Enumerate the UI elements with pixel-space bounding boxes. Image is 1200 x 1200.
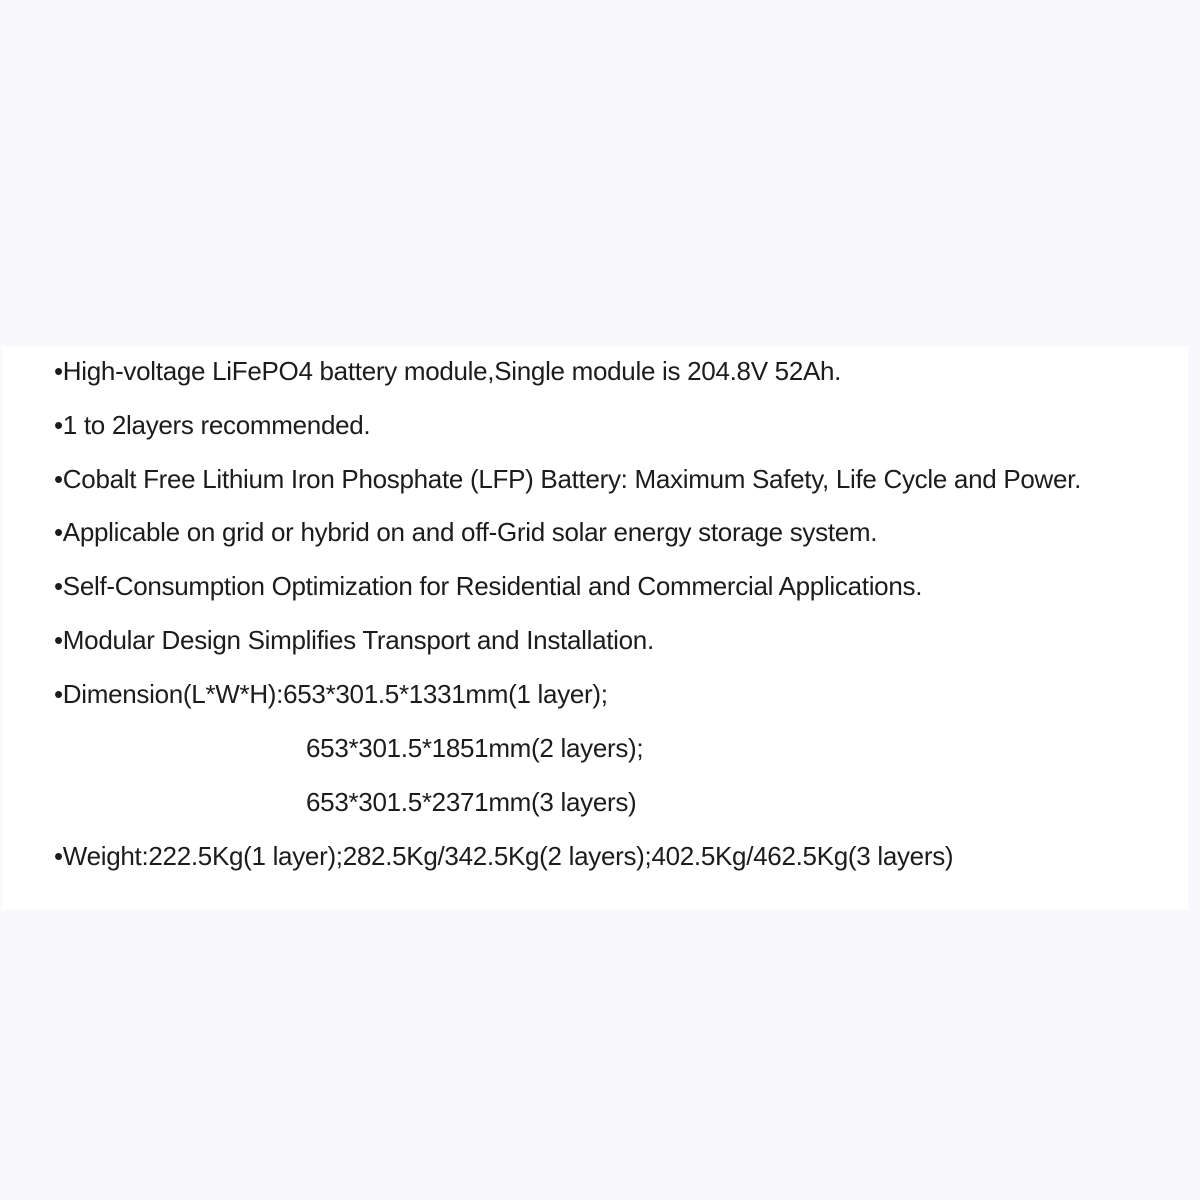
dimension-1-layer: •Dimension(L*W*H):653*301.5*1331mm(1 layer); [54,679,608,709]
feature-layers: •1 to 2layers recommended. [54,410,371,440]
feature-application: •Applicable on grid or hybrid on and off-Grid solar energy storage system. [54,517,878,547]
dimension-2-layers: 653*301.5*1851mm(2 layers); [306,733,644,763]
weight-spec: •Weight:222.5Kg(1 layer);282.5Kg/342.5Kg(2 layers);402.5Kg/462.5Kg(3 layers) [54,841,954,871]
feature-chemistry: •Cobalt Free Lithium Iron Phosphate (LFP) Battery: Maximum Safety, Life Cycle and Power. [54,464,1082,494]
feature-modular-design: •Modular Design Simplifies Transport and Installation. [54,625,654,655]
dimension-3-layers: 653*301.5*2371mm(3 layers) [306,787,637,817]
feature-voltage: •High-voltage LiFePO4 battery module,Single module is 204.8V 52Ah. [54,356,842,386]
feature-self-consumption: •Self-Consumption Optimization for Residential and Commercial Applications. [54,571,923,601]
